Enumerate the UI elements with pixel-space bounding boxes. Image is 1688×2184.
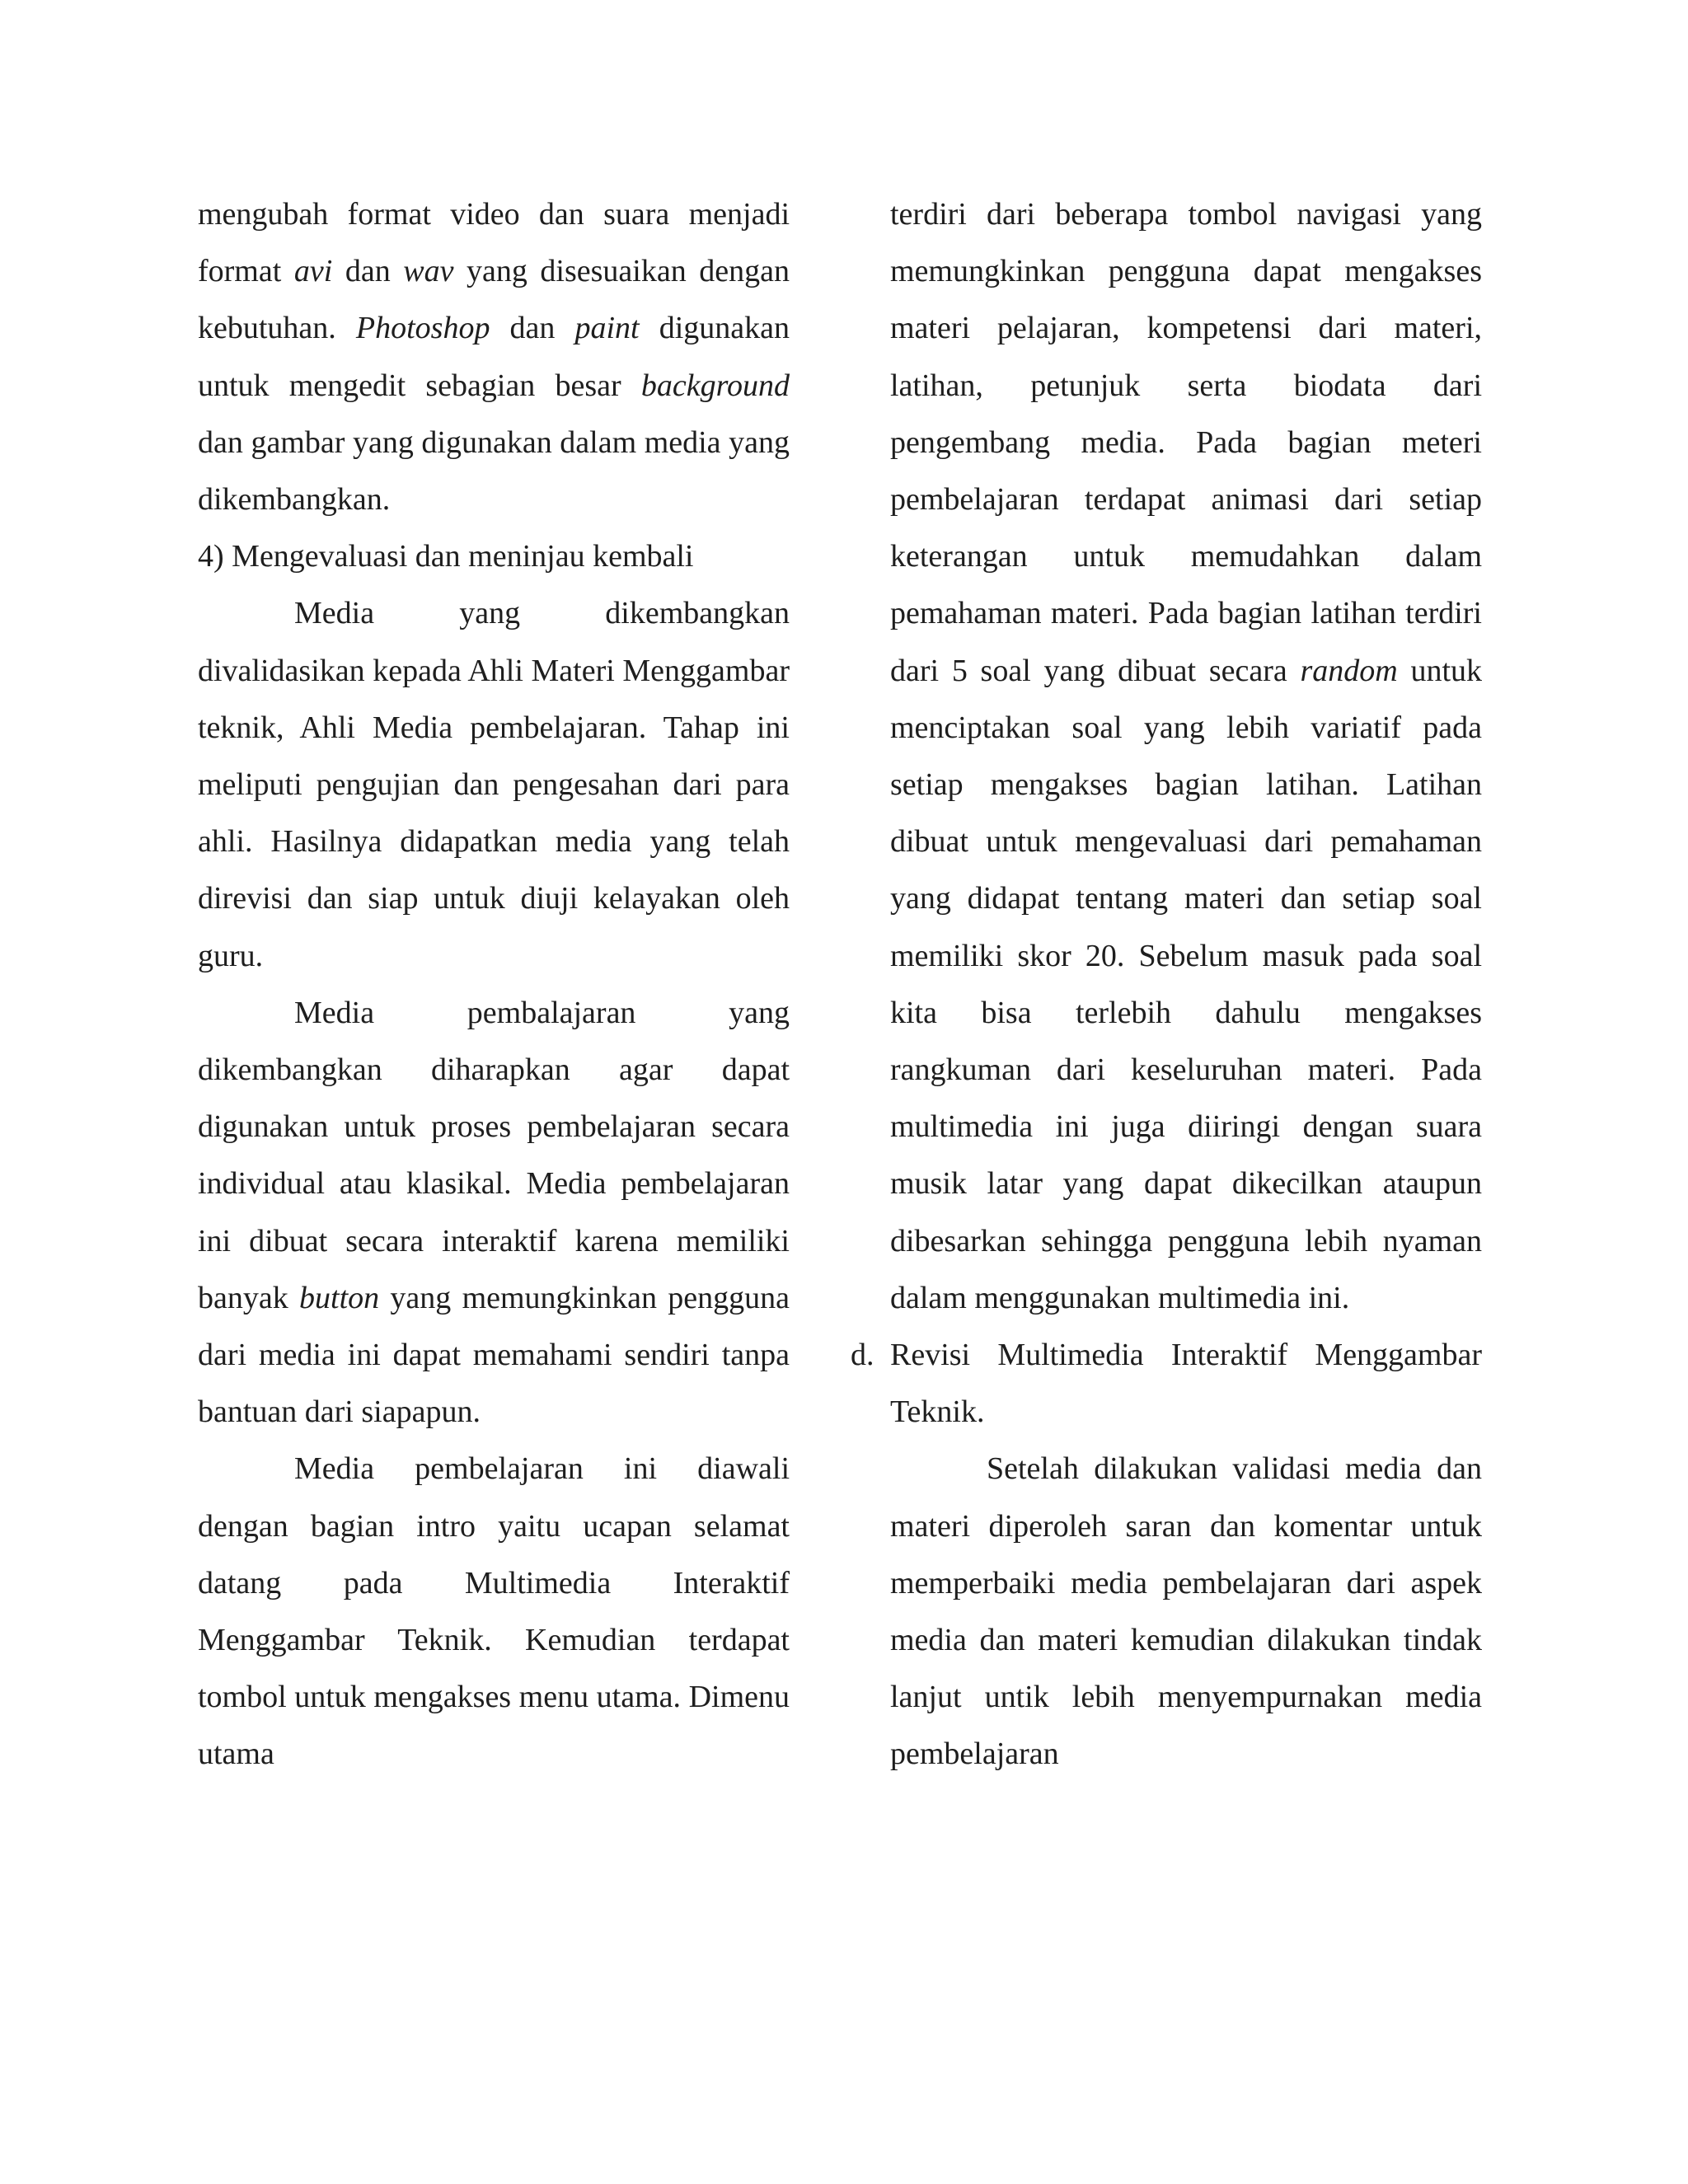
left-column	[198, 186, 790, 1783]
right-column	[851, 186, 1482, 1783]
italic-term: Photoshop	[355, 311, 490, 346]
italic-term: button	[299, 1280, 380, 1315]
text-run: digunakan untuk mengedit sebagian besar	[198, 311, 790, 403]
italic-term: wav	[403, 254, 454, 289]
text-run: terdiri dari beberapa tombol navigasi yang memungkinkan pengguna dapat mengakses materi pelajaran, kompetensi dari materi, latihan, petunjuk serta biodata dari pengembang media. Pada bagian meteri pembelajaran terdapat animasi dari setiap keterangan untuk memudahkan dalam pemahaman materi. Pada bagian latihan terdiri dari 5 soal yang dibuat secara	[890, 197, 1482, 688]
list-item-revision	[851, 1327, 1482, 1441]
italic-term: paint	[574, 311, 640, 346]
paragraph-revision: Setelah dilakukan validasi media dan materi diperoleh saran dan komentar untuk memperbaiki media pembelajaran dari aspek media dan materi kemudian dilakukan tindak lanjut untik lebih menyempurnakan media pembelajaran	[890, 1451, 1482, 1772]
italic-term: background	[640, 368, 790, 403]
text-run: yang memungkinkan pengguna dari media ini dapat memahami sendiri tanpa bantuan dari siapapun.	[198, 1280, 790, 1430]
paragraph-main-menu	[890, 186, 1482, 1327]
paragraph-format-tools	[198, 186, 790, 528]
text-run: dan	[490, 311, 575, 346]
section-heading-evaluate: 4) Mengevaluasi dan meninjau kembali	[198, 539, 694, 574]
list-marker: d.	[851, 1338, 874, 1373]
text-run: mengubah format video dan suara menjadi format	[198, 197, 790, 289]
text-run: untuk menciptakan soal yang lebih variatif pada setiap mengakses bagian latihan. Latihan dibuat untuk mengevaluasi dari pemahaman yang didapat tentang materi dan setiap soal memiliki skor 20. Sebelum masuk pada soal kita bisa terlebih dahulu mengakses rangkuman dari keseluruhan materi. Pada multimedia ini juga diiringi dengan suara musik latar yang dapat dikecilkan ataupun dibesarkan sehingga pengguna lebih nyaman dalam menggunakan multimedia ini.	[890, 653, 1482, 1315]
text-run: dan	[332, 254, 404, 289]
text-run: Media pembalajaran yang dikembangkan diharapkan agar dapat digunakan untuk proses pembelajaran secara individual atau klasikal. Media pembelajaran ini dibuat secara interaktif karena memiliki banyak	[198, 995, 790, 1315]
paragraph-media-intro: Media pembelajaran ini diawali dengan bagian intro yaitu ucapan selamat datang pada Multimedia Interaktif Menggambar Teknik. Kemudian terdapat tombol untuk mengakses menu utama. Dimenu utama	[198, 1451, 790, 1772]
paragraph-media-purpose	[198, 985, 790, 1441]
text-run: yang disesuaikan dengan kebutuhan.	[198, 254, 790, 346]
text-run: dan gambar yang digunakan dalam media yang dikembangkan.	[198, 424, 790, 518]
italic-term: avi	[293, 254, 333, 289]
italic-term: random	[1300, 653, 1398, 688]
paragraph-validation: Media yang dikembangkan divalidasikan kepada Ahli Materi Menggambar teknik, Ahli Media pembelajaran. Tahap ini meliputi pengujian dan pengesahan dari para ahli. Hasilnya didapatkan media yang telah direvisi dan siap untuk diuji kelayakan oleh guru.	[198, 596, 790, 973]
list-item-text: Revisi Multimedia Interaktif Menggambar Teknik.	[890, 1338, 1482, 1430]
